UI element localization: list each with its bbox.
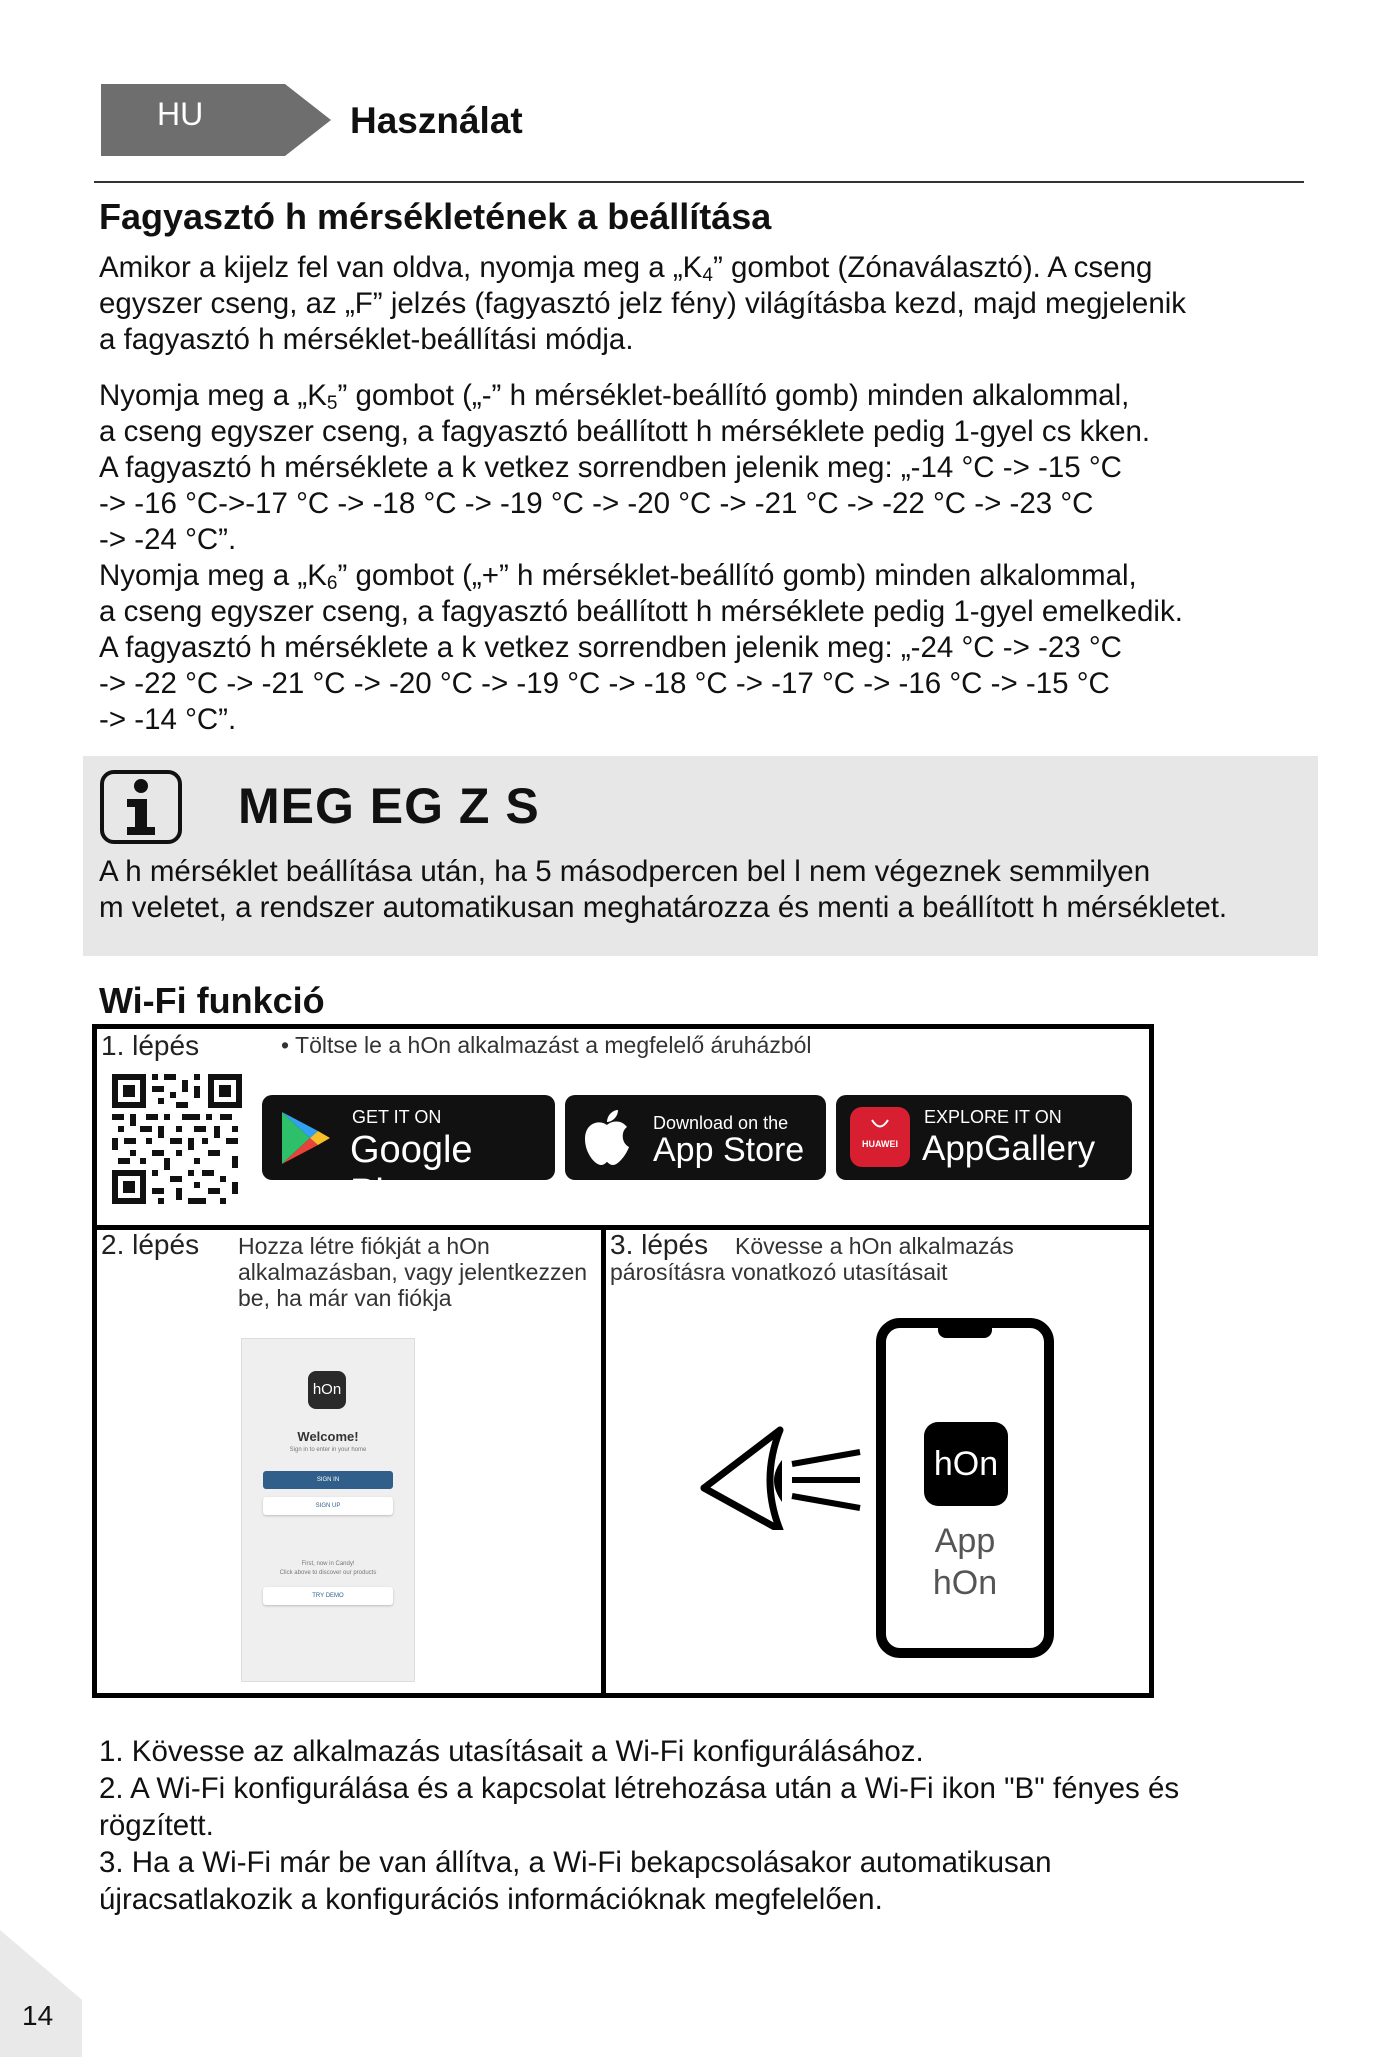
freezer-paragraph-1: Amikor a kijelz fel van oldva, nyomja meg a $„K_4$” gombot (Zónaválasztó). A cseng egyszer cseng, az „F” jelzés (fagyasztó jelz fény) világításba kezd, majd megjelenik a fagyasztó h mérséklet-beállítási módja.: [99, 251, 1187, 356]
section-title: Használat: [350, 100, 523, 141]
try-demo-button[interactable]: TRY DEMO: [263, 1587, 393, 1605]
welcome-text: Welcome!: [297, 1429, 359, 1444]
phone-app-name: hOn: [932, 1564, 998, 1602]
mock-footer-1: First, now in Candy!: [301, 1561, 355, 1567]
step-2-label: 2. lépés: [101, 1229, 200, 1260]
mock-footer-2: Click above to discover our products: [279, 1570, 377, 1576]
step-2-text: Hozza létre fiókját a hOn alkalmazásban, vagy jelentkezzen be, ha már van fiókja: [238, 1233, 588, 1311]
google-badge-small: GET IT ON: [352, 1107, 442, 1127]
phone-app-label: App: [934, 1522, 996, 1560]
huawei-brand: HUAWEI: [862, 1139, 898, 1149]
hon-app-icon: hOn: [924, 1422, 1008, 1506]
welcome-subtitle: Sign in to enter in your home: [289, 1447, 367, 1453]
step-3-label: 3. lépés: [610, 1229, 709, 1260]
language-code: HU: [157, 96, 204, 132]
note-title: MEG EG Z S: [238, 778, 540, 834]
google-play-icon: [278, 1109, 332, 1167]
step-1-text: • Töltse le a hOn alkalmazást a megfelelő áruházból: [281, 1032, 812, 1058]
phone-icon: [876, 1318, 1054, 1658]
eye-icon: [700, 1420, 865, 1530]
apple-badge-small: Download on the: [653, 1113, 789, 1133]
grid-divider-vertical: [601, 1228, 606, 1698]
bag-handle-icon: [870, 1119, 890, 1129]
freezer-paragraph-2: Nyomja meg a $„K_5$” gombot („-” h mérséklet-beállító gomb) minden alkalommal, a cseng egyszer cseng, a fagyasztó beállított h mérséklete pedig 1-gyel cs kken. A fagyasztó h mérséklete a k vetkez sorrendben jelenik meg: „-14 °C -> -15 °C -> -16 °C->-17 °C -> -18 °C -> -19 °C -> -20 °C -> -21 °C -> -22 °C -> -23 °C -> -24 °C”.: [99, 379, 1151, 556]
huawei-icon: [850, 1107, 910, 1167]
freezer-paragraph-3: Nyomja meg a $„K_6$” gombot („+” h mérséklet-beállító gomb) minden alkalommal, a cseng egyszer cseng, a fagyasztó beállított h mérséklete pedig 1-gyel emelkedik. A fagyasztó h mérséklete a k vetkez sorrendben jelenik meg: „-24 °C -> -23 °C -> -22 °C -> -21 °C -> -20 °C -> -19 °C -> -18 °C -> -17 °C -> -16 °C -> -15 °C -> -14 °C”.: [99, 559, 1183, 736]
app-gallery-badge[interactable]: [836, 1095, 1132, 1180]
hon-logo-small: hOn: [308, 1371, 346, 1409]
step-1-label: 1. lépés: [101, 1030, 200, 1061]
app-store-badge[interactable]: [565, 1095, 826, 1180]
apple-icon: [581, 1109, 633, 1167]
apple-badge-big: App Store: [653, 1131, 805, 1169]
wifi-instructions: 1. Kövesse az alkalmazás utasításait a Wi-Fi konfigurálásához. 2. A Wi-Fi konfigurálása és a kapcsolat létrehozása után a Wi-Fi ikon "B" fényes és rögzített. 3. Ha a Wi-Fi már be van állítva, a Wi-Fi bekapcsolásakor automatikusan újracsatlakozik a konfigurációs információknak megfelelően.: [99, 1735, 1180, 1916]
google-badge-big: Google Play: [350, 1129, 473, 1214]
freezer-heading: Fagyasztó h mérsékletének a beállítása: [99, 196, 772, 237]
language-tab: [101, 84, 331, 156]
huawei-badge-big: AppGallery: [922, 1129, 1096, 1168]
page-corner: [0, 1930, 82, 2057]
wifi-heading: Wi-Fi funkció: [99, 980, 325, 1021]
sign-up-button[interactable]: SIGN UP: [263, 1497, 393, 1515]
app-screenshot: [241, 1338, 415, 1682]
google-play-badge[interactable]: [262, 1095, 555, 1214]
info-icon: [99, 769, 183, 845]
note-text: A h mérséklet beállítása után, ha 5 másodpercen bel l nem végeznek semmilyen m veletet, a rendszer automatikusan meghatározza és menti a beállított h mérsékletet.: [99, 855, 1228, 924]
sign-in-button[interactable]: SIGN IN: [263, 1471, 393, 1489]
qr-code[interactable]: [110, 1072, 244, 1206]
huawei-badge-small: EXPLORE IT ON: [924, 1107, 1062, 1127]
phone-notch: [938, 1326, 992, 1338]
header-divider: [94, 181, 1304, 183]
step-3-text: Kövesse a hOn alkalmazás párosításra vonatkozó utasításait: [610, 1233, 1014, 1285]
page-number: 14: [22, 2000, 54, 2031]
